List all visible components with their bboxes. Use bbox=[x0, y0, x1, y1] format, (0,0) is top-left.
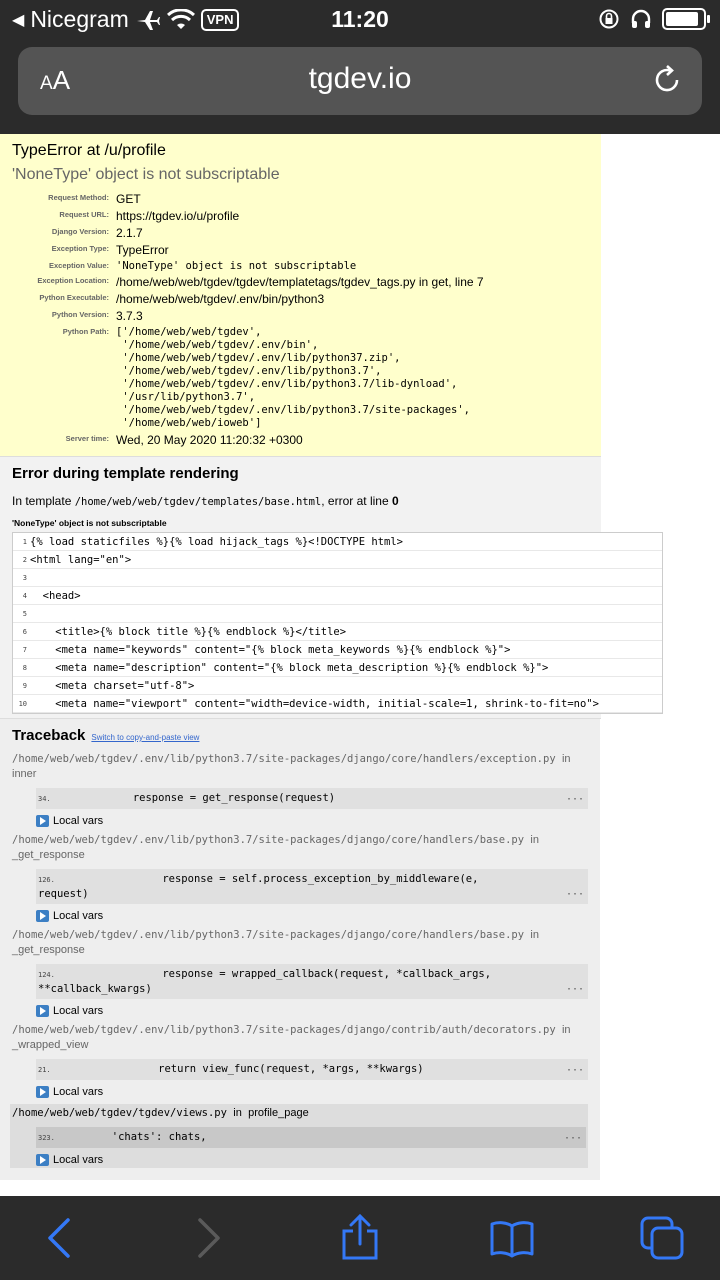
source-line-number: 2 bbox=[22, 555, 27, 564]
local-vars-label: Local vars bbox=[53, 1086, 104, 1098]
source-line-code: <title>{% block title %}{% endblock %}</title> bbox=[30, 625, 347, 638]
template-path: /home/web/web/tgdev/templates/base.html bbox=[74, 496, 322, 508]
source-line-number: 3 bbox=[22, 573, 27, 582]
frame-file: /home/web/web/tgdev/tgdev/views.py bbox=[12, 1107, 227, 1119]
clock: 11:20 bbox=[331, 6, 389, 32]
meta-key: Exception Type: bbox=[51, 244, 109, 253]
page-content bbox=[0, 134, 720, 1196]
meta-key: Django Version: bbox=[51, 227, 109, 236]
template-error-intro: In template /home/web/web/tgdev/templates/base.html, error at line 0 bbox=[12, 494, 399, 508]
frame-in: in bbox=[561, 1024, 571, 1036]
forward-icon[interactable] bbox=[184, 1214, 232, 1262]
frame-context-line[interactable] bbox=[36, 1127, 586, 1148]
template-error-heading: Error during template rendering bbox=[12, 465, 239, 482]
local-vars-toggle[interactable] bbox=[36, 815, 588, 827]
meta-key: Exception Value: bbox=[48, 261, 109, 270]
meta-value: GET bbox=[116, 192, 141, 206]
template-source-table bbox=[12, 532, 663, 714]
frame-code: 'chats': chats, bbox=[61, 1131, 207, 1143]
share-icon[interactable] bbox=[336, 1214, 384, 1262]
frame-location bbox=[12, 1106, 586, 1121]
meta-row bbox=[12, 433, 601, 447]
meta-row bbox=[12, 226, 601, 240]
exception-message: 'NoneType' object is not subscriptable bbox=[12, 166, 280, 183]
meta-value: TypeError bbox=[116, 243, 169, 257]
error-line-number: 0 bbox=[391, 494, 399, 508]
source-line bbox=[13, 623, 662, 641]
meta-row bbox=[12, 209, 601, 223]
frame-function: _get_response bbox=[12, 849, 85, 861]
expand-context-icon[interactable]: ··· bbox=[565, 1065, 584, 1076]
expand-triangle-icon[interactable] bbox=[36, 1086, 49, 1098]
frame-line-number: 124. bbox=[38, 971, 55, 979]
expand-triangle-icon[interactable] bbox=[36, 815, 49, 827]
meta-key: Request URL: bbox=[59, 210, 109, 219]
meta-value: /home/web/web/tgdev/tgdev/templatetags/tgdev_tags.py in get, line 7 bbox=[116, 275, 484, 289]
meta-value: 2.1.7 bbox=[116, 226, 143, 240]
orientation-lock-icon bbox=[598, 8, 620, 30]
traceback-frame bbox=[12, 1023, 588, 1098]
traceback-section bbox=[0, 719, 600, 1180]
frame-function: profile_page bbox=[248, 1107, 309, 1119]
local-vars-label: Local vars bbox=[53, 1005, 104, 1017]
frame-context-line[interactable] bbox=[36, 788, 588, 809]
bookmarks-icon[interactable] bbox=[488, 1214, 536, 1262]
reload-icon[interactable] bbox=[650, 63, 684, 97]
local-vars-toggle[interactable] bbox=[36, 1154, 586, 1166]
meta-value: ['/home/web/web/tgdev', '/home/web/web/tgdev/.env/bin', '/home/web/web/tgdev/.env/lib/python37.zip', '/home/web/web/tgdev/.env/lib/python3.7', '/home/web/web/tgdev/.env/lib/python3.7/lib-dynload', '/usr/lib/python3.7', '/home/web/web/tgdev/.env/lib/python3.7/site-packages', '/home/web/web/ioweb'] bbox=[116, 326, 471, 429]
frame-location bbox=[12, 752, 588, 782]
frame-code: response = get_response(request) bbox=[56, 792, 336, 804]
source-line-code: <meta charset="utf-8"> bbox=[30, 679, 195, 692]
traceback-heading: Traceback bbox=[12, 727, 86, 744]
source-line-code: {% load staticfiles %}{% load hijack_tags %}<!DOCTYPE html> bbox=[30, 535, 403, 548]
tabs-icon[interactable] bbox=[638, 1214, 686, 1262]
meta-row bbox=[12, 243, 601, 257]
frame-file: /home/web/web/tgdev/.env/lib/python3.7/site-packages/django/core/handlers/base.py bbox=[12, 834, 525, 846]
address-bar bbox=[0, 40, 720, 134]
frame-in: in bbox=[561, 753, 571, 765]
local-vars-label: Local vars bbox=[53, 910, 104, 922]
template-error-text: 'NoneType' object is not subscriptable bbox=[12, 518, 167, 528]
frame-function: inner bbox=[12, 768, 37, 780]
expand-context-icon[interactable]: ··· bbox=[565, 984, 584, 995]
status-bar bbox=[0, 0, 720, 40]
source-line bbox=[13, 641, 662, 659]
frame-context-line[interactable] bbox=[36, 964, 588, 999]
frame-file: /home/web/web/tgdev/.env/lib/python3.7/site-packages/django/contrib/auth/decorators.py bbox=[12, 1024, 556, 1036]
meta-row bbox=[12, 260, 601, 272]
meta-key: Request Method: bbox=[48, 193, 109, 202]
local-vars-toggle[interactable] bbox=[36, 1005, 588, 1017]
meta-value: 3.7.3 bbox=[116, 309, 143, 323]
source-line-code: <meta name="keywords" content="{% block meta_keywords %}{% endblock %}"> bbox=[30, 643, 511, 656]
battery-icon bbox=[662, 8, 706, 30]
frame-code: response = wrapped_callback(request, *callback_args, **callback_kwargs) bbox=[38, 968, 492, 995]
source-line-number: 8 bbox=[22, 663, 27, 672]
source-line bbox=[13, 533, 662, 551]
traceback-frame bbox=[12, 928, 588, 1017]
frame-file: /home/web/web/tgdev/.env/lib/python3.7/site-packages/django/core/handlers/exception.py bbox=[12, 753, 556, 765]
source-line-code: <html lang="en"> bbox=[30, 553, 132, 566]
expand-triangle-icon[interactable] bbox=[36, 910, 49, 922]
request-meta-table bbox=[12, 192, 601, 447]
meta-key: Exception Location: bbox=[37, 276, 109, 285]
frame-line-number: 34. bbox=[38, 795, 51, 803]
meta-value: Wed, 20 May 2020 11:20:32 +0300 bbox=[116, 433, 303, 447]
source-line-code: <meta name="description" content="{% block meta_description %}{% endblock %}"> bbox=[30, 661, 549, 674]
switch-view-link[interactable]: Switch to copy-and-paste view bbox=[91, 733, 200, 742]
traceback-frames bbox=[12, 752, 588, 1168]
meta-row bbox=[12, 275, 601, 289]
frame-in: in bbox=[530, 834, 539, 846]
frame-location bbox=[12, 833, 588, 863]
frame-in: in bbox=[233, 1107, 242, 1119]
source-line bbox=[13, 605, 662, 623]
frame-code: return view_func(request, *args, **kwargs) bbox=[56, 1063, 424, 1075]
expand-triangle-icon[interactable] bbox=[36, 1154, 49, 1166]
source-line bbox=[13, 587, 662, 605]
reader-settings-button[interactable]: AA bbox=[40, 65, 71, 95]
error-summary bbox=[0, 134, 601, 457]
meta-value: https://tgdev.io/u/profile bbox=[116, 209, 240, 223]
meta-value: /home/web/web/tgdev/.env/bin/python3 bbox=[116, 292, 325, 306]
source-line bbox=[13, 569, 662, 587]
source-line bbox=[13, 695, 662, 713]
template-error-section bbox=[0, 457, 601, 719]
local-vars-toggle[interactable] bbox=[36, 1086, 588, 1098]
url-field[interactable] bbox=[18, 47, 702, 115]
browser-toolbar bbox=[0, 1196, 720, 1280]
url-domain[interactable]: tgdev.io bbox=[308, 62, 412, 95]
frame-function: _get_response bbox=[12, 944, 85, 956]
source-line-number: 1 bbox=[22, 537, 27, 546]
expand-context-icon[interactable]: ··· bbox=[563, 1133, 582, 1144]
source-line bbox=[13, 551, 662, 569]
meta-row bbox=[12, 292, 601, 306]
traceback-frame bbox=[12, 833, 588, 922]
frame-line-number: 21. bbox=[38, 1066, 51, 1074]
source-line-number: 6 bbox=[22, 627, 27, 636]
frame-location bbox=[12, 1023, 588, 1053]
frame-function: _wrapped_view bbox=[12, 1039, 89, 1051]
meta-row bbox=[12, 326, 601, 430]
source-line-number: 7 bbox=[22, 645, 27, 654]
frame-context-line[interactable] bbox=[36, 1059, 588, 1080]
traceback-frame bbox=[12, 752, 588, 827]
frame-line-number: 126. bbox=[38, 876, 55, 884]
source-line-code: <meta name="viewport" content="width=device-width, initial-scale=1, shrink-to-fit=no"> bbox=[30, 697, 599, 710]
frame-in: in bbox=[530, 929, 539, 941]
traceback-frame bbox=[10, 1104, 588, 1168]
source-line-number: 10 bbox=[18, 699, 27, 708]
meta-value: 'NoneType' object is not subscriptable bbox=[116, 260, 357, 272]
meta-key: Python Path: bbox=[62, 327, 109, 336]
back-icon[interactable] bbox=[36, 1214, 84, 1262]
meta-row bbox=[12, 192, 601, 206]
meta-key: Server time: bbox=[65, 434, 109, 443]
local-vars-toggle[interactable] bbox=[36, 910, 588, 922]
error-title: TypeError at /u/profile bbox=[12, 142, 166, 159]
source-line-number: 4 bbox=[22, 591, 27, 600]
frame-context-line[interactable] bbox=[36, 869, 588, 904]
frame-file: /home/web/web/tgdev/.env/lib/python3.7/site-packages/django/core/handlers/base.py bbox=[12, 929, 525, 941]
frame-code: response = self.process_exception_by_middleware(e, request) bbox=[38, 873, 479, 900]
back-to-app-icon[interactable]: ◀ bbox=[12, 11, 25, 29]
headphones-icon bbox=[630, 8, 652, 30]
source-line-number: 9 bbox=[22, 681, 27, 690]
source-line-code: <head> bbox=[30, 589, 81, 602]
source-line bbox=[13, 677, 662, 695]
expand-context-icon[interactable]: ··· bbox=[565, 794, 584, 805]
source-line-number: 5 bbox=[22, 609, 27, 618]
meta-key: Python Version: bbox=[51, 310, 109, 319]
local-vars-label: Local vars bbox=[53, 1154, 104, 1166]
expand-triangle-icon[interactable] bbox=[36, 1005, 49, 1017]
meta-key: Python Executable: bbox=[39, 293, 109, 302]
local-vars-label: Local vars bbox=[53, 815, 104, 827]
vpn-badge: VPN bbox=[201, 9, 240, 31]
meta-row bbox=[12, 309, 601, 323]
frame-line-number: 323. bbox=[38, 1134, 55, 1142]
carrier-label: Nicegram bbox=[30, 6, 129, 32]
source-line bbox=[13, 659, 662, 677]
frame-location bbox=[12, 928, 588, 958]
expand-context-icon[interactable]: ··· bbox=[565, 889, 584, 900]
